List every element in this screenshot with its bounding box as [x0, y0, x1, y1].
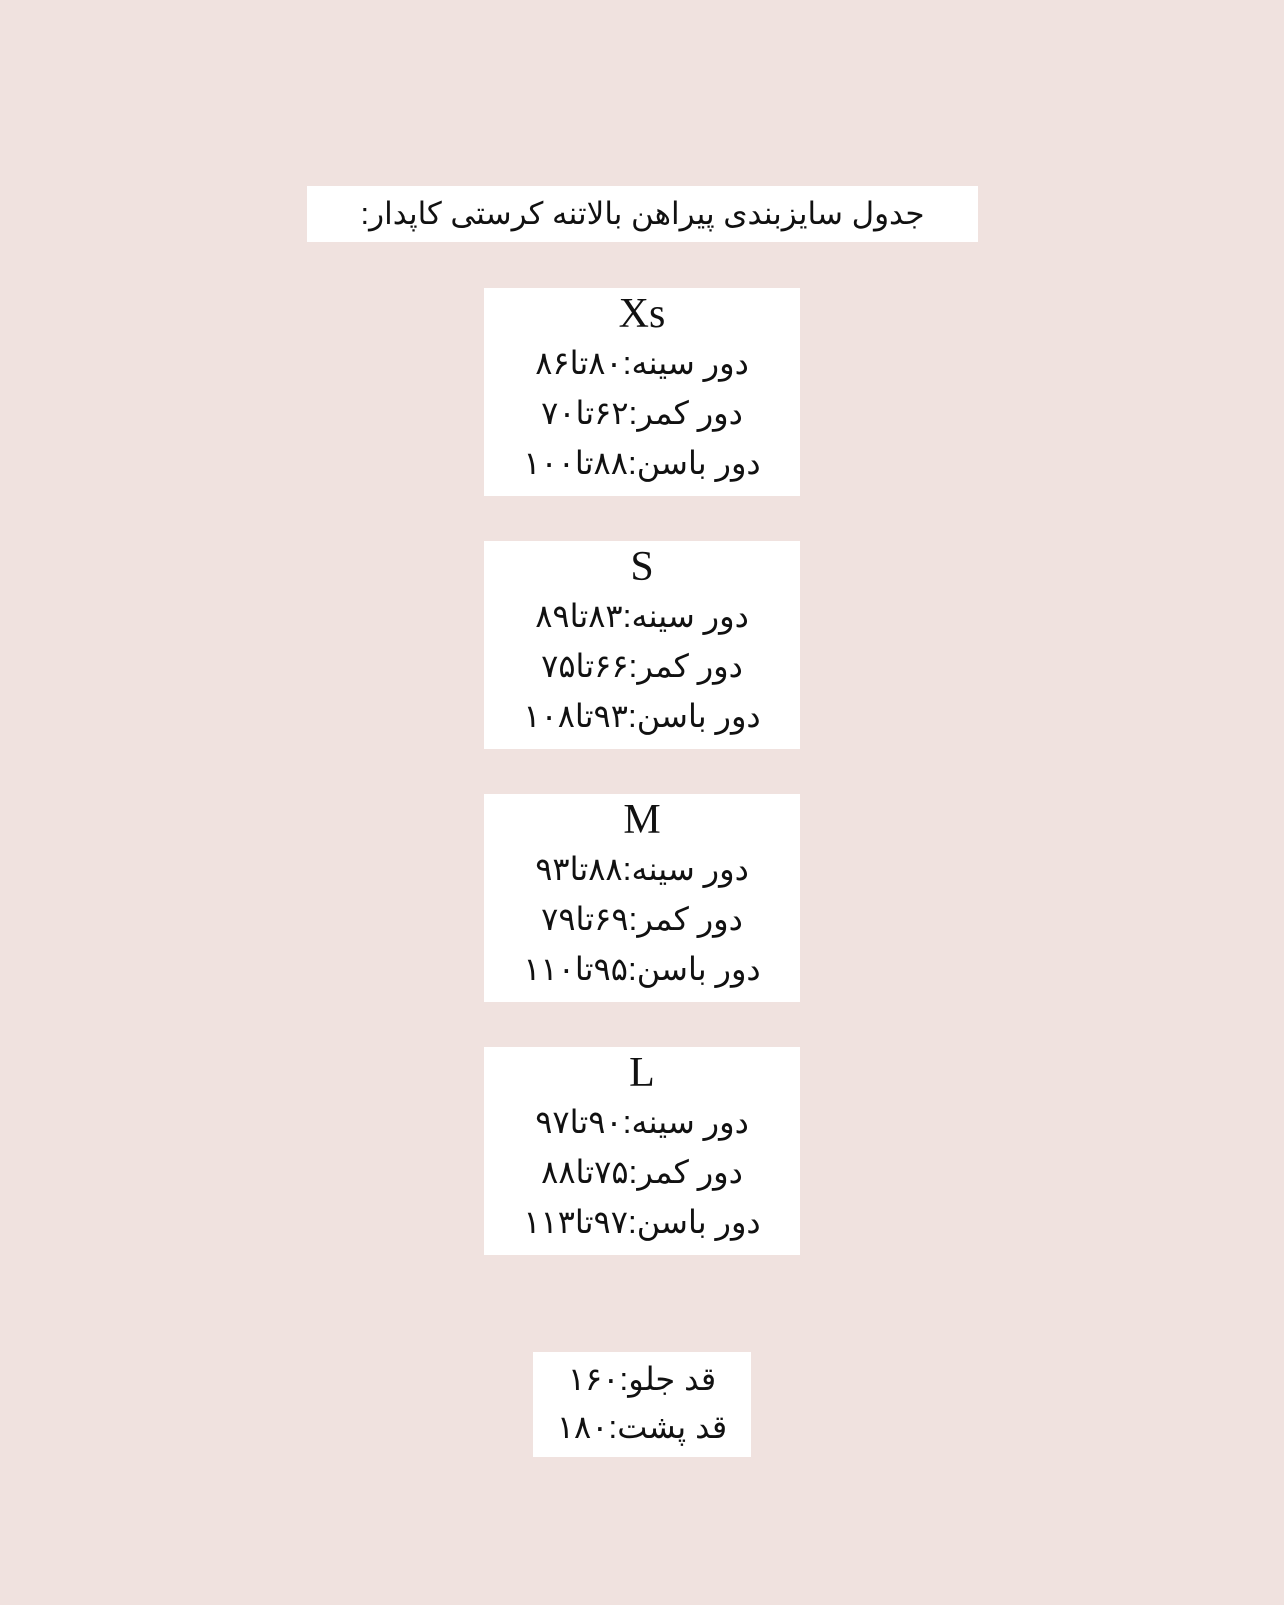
size-label: Xs: [618, 291, 666, 337]
size-label: M: [623, 797, 661, 843]
waist-measurement: دور کمر:۷۵تا۸۸: [541, 1154, 743, 1190]
front-length: قد جلو:۱۶۰: [567, 1361, 717, 1397]
size-card-s: [484, 541, 800, 749]
hip-measurement: دور باسن:۹۷تا۱۱۳: [523, 1204, 761, 1240]
size-label: S: [630, 544, 654, 590]
size-label: L: [629, 1050, 655, 1096]
hip-measurement: دور باسن:۹۵تا۱۱۰: [523, 951, 761, 987]
waist-measurement: دور کمر:۶۹تا۷۹: [541, 901, 743, 937]
chest-measurement: دور سینه:۸۳تا۸۹: [535, 598, 749, 634]
waist-measurement: دور کمر:۶۶تا۷۵: [541, 648, 743, 684]
back-length: قد پشت:۱۸۰: [556, 1409, 728, 1445]
hip-measurement: دور باسن:۹۳تا۱۰۸: [523, 698, 761, 734]
length-card: [533, 1352, 751, 1457]
chest-measurement: دور سینه:۹۰تا۹۷: [535, 1104, 749, 1140]
size-chart-title: جدول سایزبندی پیراهن بالاتنه کرستی کاپدار:: [307, 186, 978, 242]
size-card-xs: [484, 288, 800, 496]
size-card-m: [484, 794, 800, 1002]
chest-measurement: دور سینه:۸۸تا۹۳: [535, 851, 749, 887]
size-card-l: [484, 1047, 800, 1255]
waist-measurement: دور کمر:۶۲تا۷۰: [541, 395, 743, 431]
hip-measurement: دور باسن:۸۸تا۱۰۰: [523, 445, 761, 481]
chest-measurement: دور سینه:۸۰تا۸۶: [535, 345, 749, 381]
